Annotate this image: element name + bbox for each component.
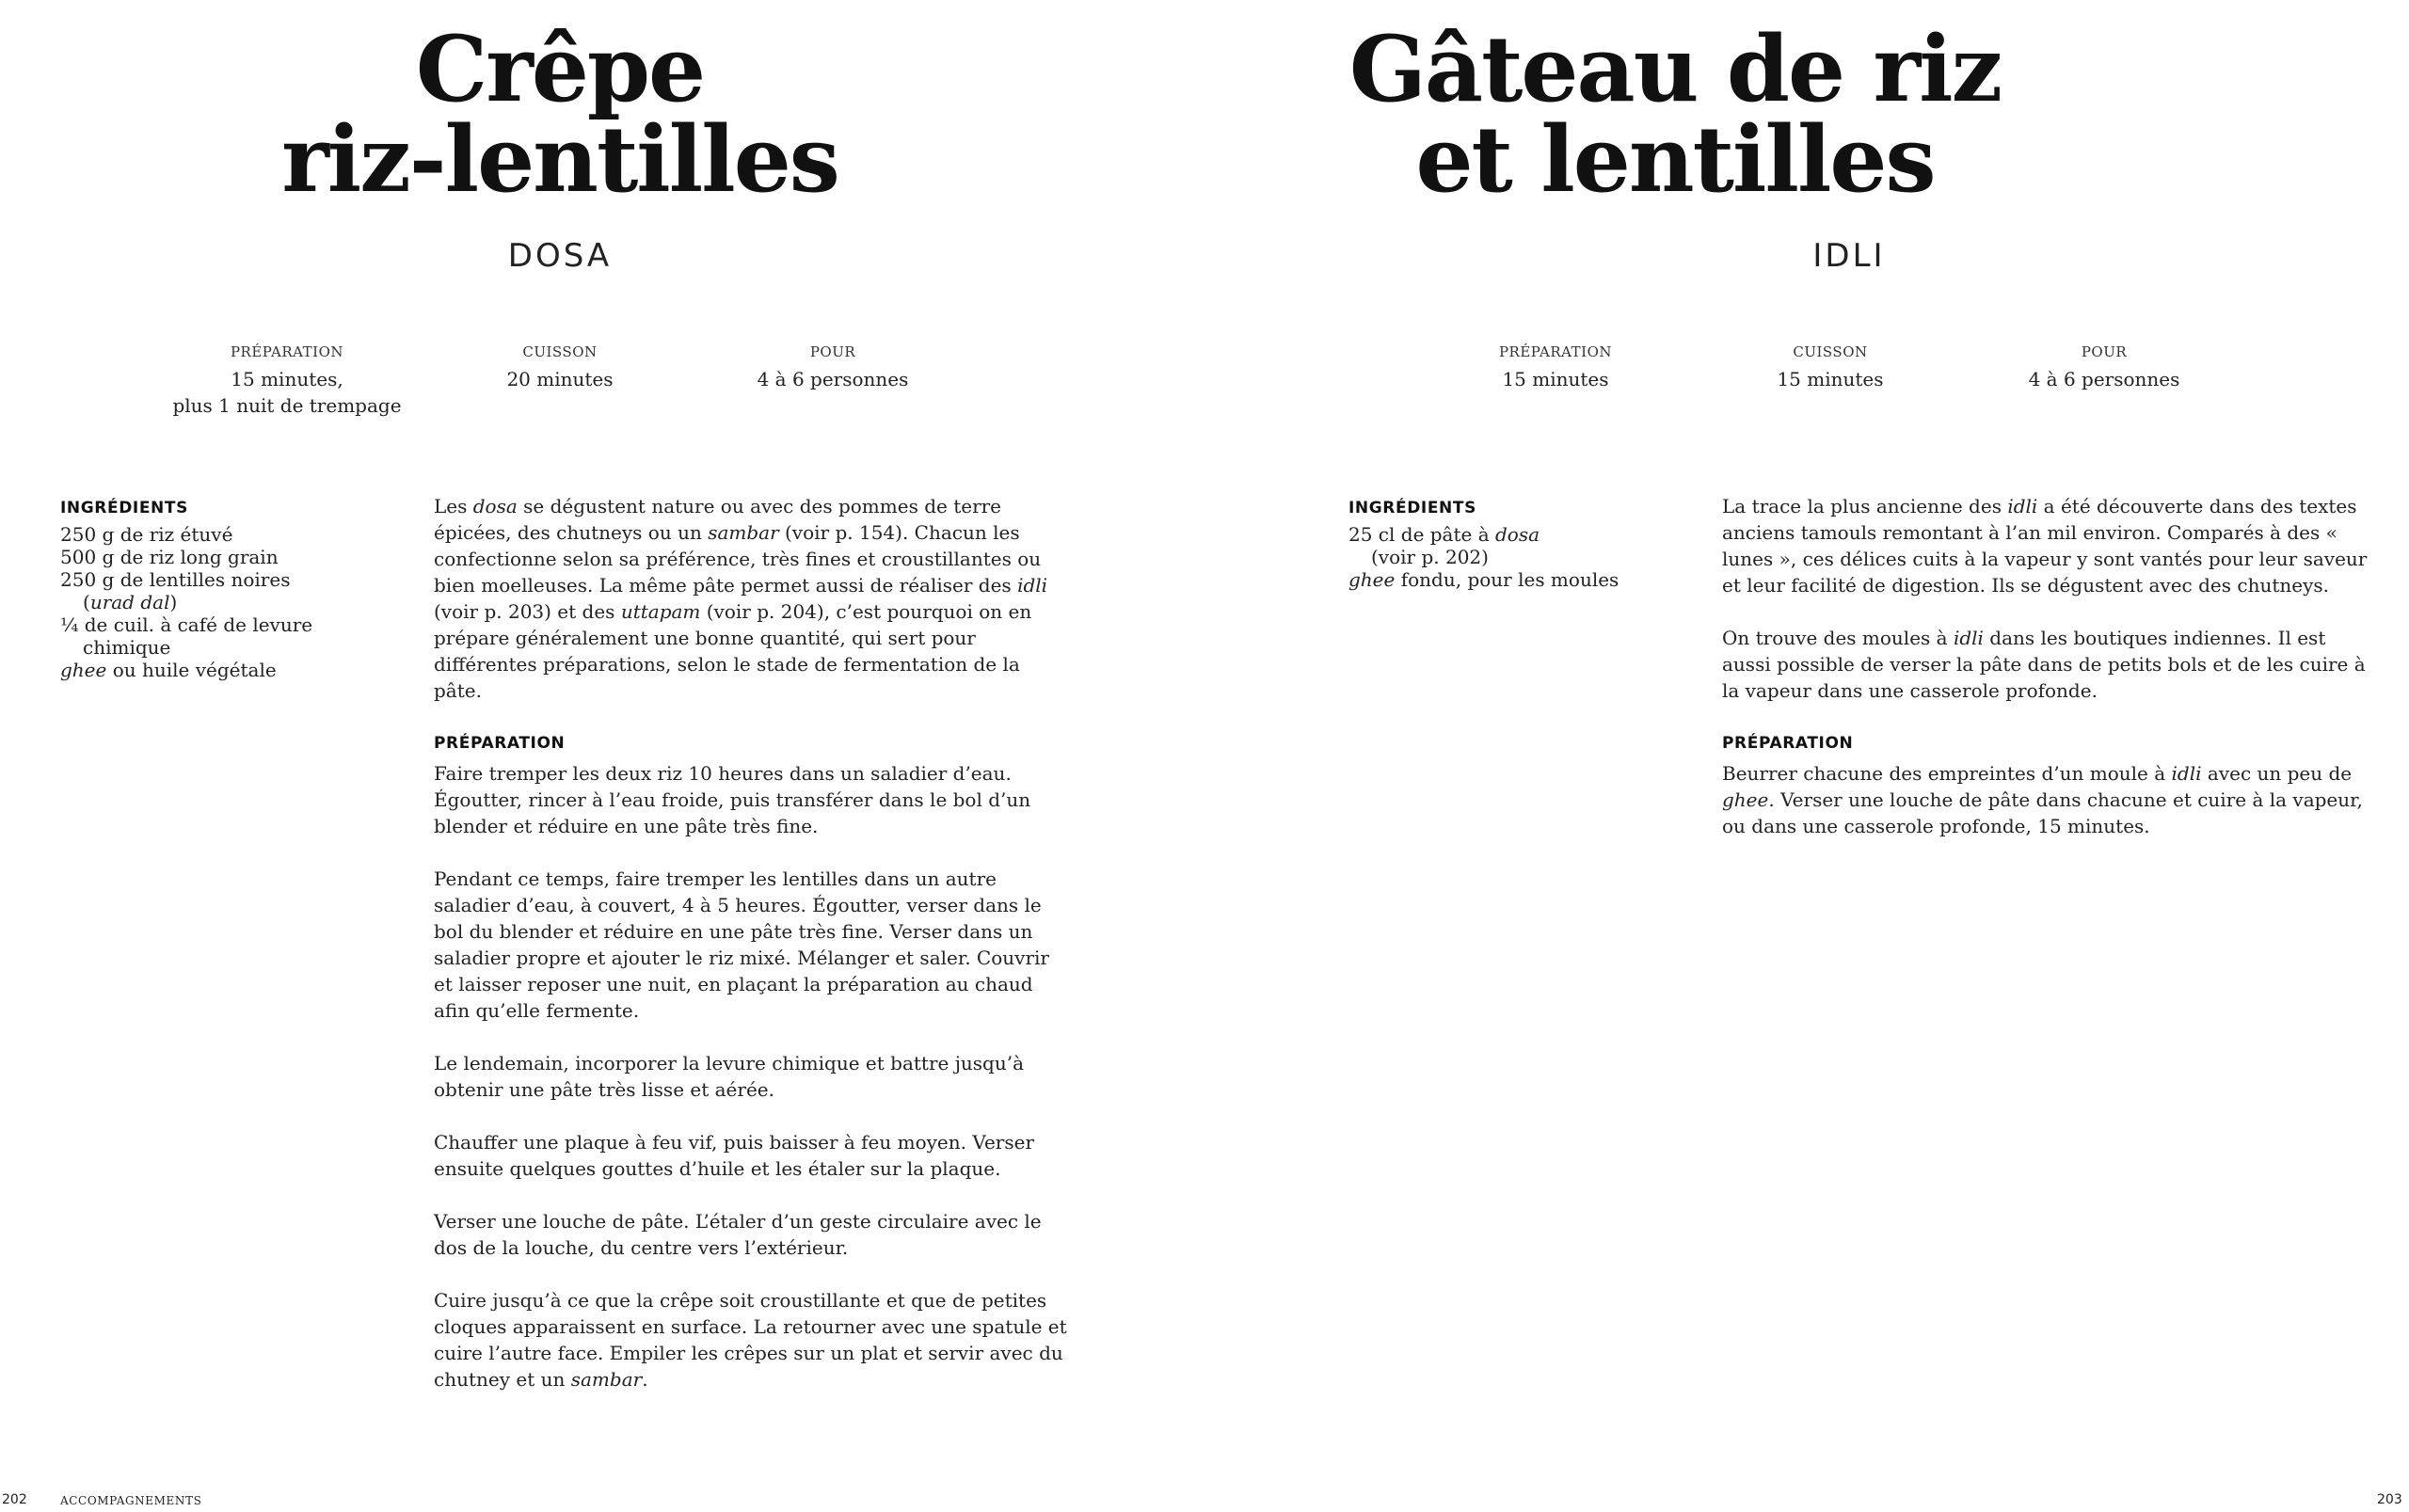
preparation-heading: PRÉPARATION: [1722, 734, 1854, 753]
meta-preparation: [1433, 343, 1678, 392]
section-label: ACCOMPAGNEMENTS: [60, 1494, 202, 1507]
ingredient-italic: ghee: [60, 659, 107, 681]
meta-label: POUR: [2081, 343, 2128, 360]
ingredient-italic: ghee: [1348, 568, 1396, 591]
recipe-subtitle: IDLI: [1812, 237, 1886, 275]
ingredient-note: (urad dal): [83, 591, 178, 613]
ingredient-item: [1348, 568, 1668, 591]
ingredient-item: [60, 568, 380, 613]
meta-value: 4 à 6 personnes: [757, 368, 909, 390]
title-line: et lentilles: [1415, 106, 1935, 213]
recipe-body: [434, 493, 1074, 1419]
text-run: .: [642, 1368, 648, 1391]
meta-cuisson: [1708, 343, 1953, 392]
ingredient-note: (voir p. 202): [1371, 546, 1489, 568]
meta-label: PRÉPARATION: [230, 343, 344, 360]
text-run: (voir p. 203) et des: [434, 600, 621, 623]
text-run: se dégustent nature ou avec des pommes de terre épicées, des chutneys ou un: [434, 495, 1002, 544]
meta-preparation: [146, 343, 428, 419]
meta-label: PRÉPARATION: [1498, 343, 1613, 360]
meta-label: CUISSON: [1793, 343, 1868, 360]
title-line: Gâteau de riz: [1348, 16, 2002, 122]
step-paragraph: Verser une louche de pâte. L’étaler d’un geste circulaire avec le dos de la louche, du centre vers l’extérieur.: [434, 1210, 1042, 1259]
ingredient-item: 250 g de riz étuvé: [60, 523, 233, 546]
text-run: On trouve des moules à: [1722, 627, 1954, 649]
text-italic: dosa: [472, 495, 518, 517]
recipe-subtitle: DOSA: [507, 237, 613, 275]
text-run: Les: [434, 495, 473, 517]
ingredient-note: chimique: [83, 636, 171, 659]
intro-paragraph: [1722, 625, 2371, 704]
meta-value: 15 minutes: [1777, 368, 1884, 390]
page-number: 203: [2377, 1492, 2402, 1507]
step-paragraph: Pendant ce temps, faire tremper les lentilles dans un autre saladier d’eau, à couvert, 4 à 5 heures. Égoutter, verser dans le bol du blender et réduire en une pâte très fine. Verser dans un saladier propre et ajouter le riz mixé. Mélanger et saler. Couvrir et laisser reposer une nuit, en plaçant la préparation au chaud afin qu’elle fermente.: [434, 867, 1049, 1022]
ingredients-heading: INGRÉDIENTS: [1348, 499, 1476, 517]
ingredient-text: 25 cl de pâte à: [1348, 523, 1495, 546]
meta-value: 20 minutes: [506, 368, 614, 390]
meta-value: plus 1 nuit de trempage: [172, 394, 402, 417]
intro-paragraph: [1722, 493, 2371, 598]
meta-pour: [1982, 343, 2226, 392]
page-number: 202: [2, 1492, 27, 1507]
meta-value: 15 minutes,: [231, 368, 343, 390]
meta-cuisson: [419, 343, 701, 392]
ingredients-list: [1348, 523, 1668, 591]
meta-value: 4 à 6 personnes: [2028, 368, 2180, 390]
preparation-heading: PRÉPARATION: [434, 734, 566, 753]
ingredient-text: 250 g de lentilles noires: [60, 568, 291, 591]
ingredients-list: [60, 523, 380, 681]
ingredient-item: 500 g de riz long grain: [60, 546, 279, 568]
recipe-title: [1016, 16, 2334, 213]
ingredient-italic: urad dal: [89, 591, 170, 613]
text-italic: idli: [1017, 574, 1048, 597]
text-run: avec un peu de: [2201, 762, 2353, 785]
text-run: . Verser une louche de pâte dans chacune et cuire à la vapeur, ou dans une casserole profonde, 15 minutes.: [1722, 788, 2363, 837]
right-page: [1204, 0, 2409, 1512]
ingredient-italic: dosa: [1495, 523, 1540, 546]
intro-paragraph: [434, 493, 1074, 704]
step-paragraph: Le lendemain, incorporer la levure chimique et battre jusqu’à obtenir une pâte très lisse et aérée.: [434, 1052, 1025, 1101]
text-run: a été découverte dans des textes anciens tamouls remontant à l’an mil environ. Comparés à des « lunes », ces délices cuits à la vapeur y sont vantés pour leur saveur et leur facilité de digestion. Ils se dégustent avec des chutneys.: [1722, 495, 2368, 597]
ingredient-item: [60, 659, 380, 681]
text-italic: uttapam: [620, 600, 701, 623]
ingredient-text: fondu, pour les moules: [1395, 568, 1619, 591]
recipe-title: [188, 16, 932, 213]
text-italic: sambar: [708, 521, 779, 544]
text-run: Beurrer chacune des empreintes d’un moule à: [1722, 762, 2172, 785]
text-italic: sambar: [570, 1368, 643, 1391]
text-italic: ghee: [1722, 788, 1769, 811]
left-page: [0, 0, 1204, 1512]
text-run: La trace la plus ancienne des: [1722, 495, 2008, 517]
step-paragraph: Chauffer une plaque à feu vif, puis baisser à feu moyen. Verser ensuite quelques gouttes d’huile et les étaler sur la plaque.: [434, 1131, 1035, 1180]
title-line: Crêpe: [415, 16, 705, 122]
recipe-body: [1722, 493, 2371, 866]
text-run: Cuire jusqu’à ce que la crêpe soit croustillante et que de petites cloques apparaissent en surface. La retourner avec une spatule et cuire l’autre face. Empiler les crêpes sur un plat et servir avec du chutney et un: [434, 1289, 1067, 1391]
text-run: dans les boutiques indiennes. Il est aussi possible de verser la pâte dans de petits bols et de les cuire à la vapeur dans une casserole profonde.: [1722, 627, 2366, 702]
step-paragraph: [434, 1287, 1074, 1393]
step-paragraph: [1722, 760, 2371, 839]
ingredient-text: ¼ de cuil. à café de levure: [60, 613, 313, 636]
meta-label: CUISSON: [522, 343, 598, 360]
ingredient-text: ou huile végétale: [106, 659, 277, 681]
ingredients-heading: INGRÉDIENTS: [60, 499, 188, 517]
text-run: (voir p. 204), c’est pourquoi on en prépare généralement une bonne quantité, qui sert pour différentes préparations, selon le stade de fermentation de la pâte.: [434, 600, 1032, 702]
text-run: (voir p. 154). Chacun les confectionne selon sa préférence, très fines et croustillantes ou bien moelleuses. La même pâte permet aussi de réaliser des: [434, 521, 1042, 597]
ingredient-item: [60, 613, 380, 659]
meta-pour: [692, 343, 974, 392]
ingredient-item: [1348, 523, 1668, 568]
meta-value: 15 minutes: [1502, 368, 1609, 390]
text-italic: idli: [2007, 495, 2038, 517]
title-line: riz-lentilles: [281, 106, 838, 213]
step-paragraph: Faire tremper les deux riz 10 heures dans un saladier d’eau. Égoutter, rincer à l’eau froide, puis transférer dans le bol d’un blender et réduire en une pâte très fine.: [434, 762, 1031, 837]
meta-label: POUR: [809, 343, 856, 360]
text-italic: idli: [1953, 627, 1984, 649]
text-italic: idli: [2171, 762, 2202, 785]
